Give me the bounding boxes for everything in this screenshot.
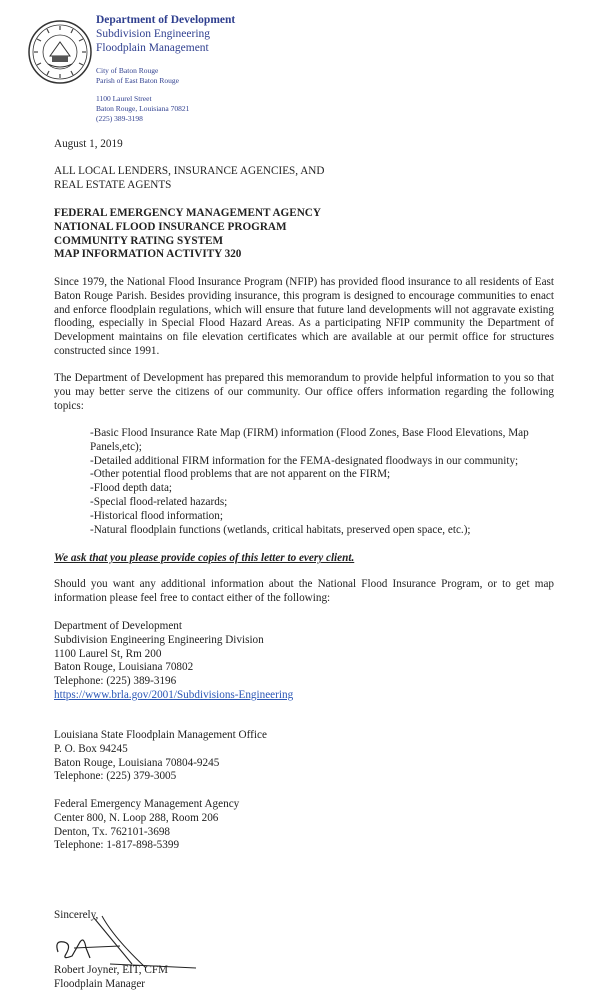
contact-line: 1100 Laurel St, Rm 200 [54, 647, 162, 660]
topic-item: -Historical flood information; [90, 509, 223, 522]
subject-line: NATIONAL FLOOD INSURANCE PROGRAM [54, 220, 287, 233]
letterhead-jurisdiction [96, 66, 179, 86]
contact-line: P. O. Box 94245 [54, 742, 128, 755]
city-parish-seal [28, 20, 92, 84]
topic-item: -Basic Flood Insurance Rate Map (FIRM) information (Flood Zones, Base Flood Elevations, Map Panels,etc); [90, 427, 529, 453]
department-name: Department of Development [96, 14, 236, 26]
topic-item: -Detailed additional FIRM information for the FEMA-designated floodways in our community; [90, 454, 519, 467]
contact-block-state-floodplain [54, 729, 267, 784]
contact-line: Federal Emergency Management Agency [54, 798, 240, 810]
paragraph-nfip-intro: Since 1979, the National Flood Insurance Program (NFIP) has provided flood insurance to all residents of East Baton Rouge Parish. Besides providing insurance, this program is designed to encourage communities to enact and enforce floodplain regulations, which will ensure that future land developments will not aggravate existing flooding, especially in Special Flood Hazard Areas. As a participating NFIP community the Department of Development maintains on file elevation certificates which are available at our permit office for structures constructed since 1991. [54, 276, 554, 357]
letterhead-phone: (225) 389-3198 [96, 114, 143, 123]
signer-name: Robert Joyner, EIT, CFM [54, 964, 169, 976]
letter-date: August 1, 2019 [54, 138, 123, 150]
subject-block [54, 207, 321, 262]
contact-line: Subdivision Engineering Engineering Division [54, 633, 264, 646]
division-name: Subdivision Engineering [96, 28, 211, 40]
city-name: City of Baton Rouge [96, 66, 159, 75]
topic-item: -Other potential flood problems that are not apparent on the FIRM; [90, 468, 391, 481]
contact-line: Telephone: (225) 389-3196 [54, 675, 177, 688]
recipient-line: ALL LOCAL LENDERS, INSURANCE AGENCIES, AND [54, 165, 325, 177]
paragraph-memo-purpose: The Department of Development has prepared this memorandum to provide helpful information to you so that you may better serve the citizens of our community. Our office offers information regarding the following topics: [54, 372, 554, 412]
topic-item: -Natural floodplain functions (wetlands, critical habitats, preserved open space, etc.); [90, 523, 471, 536]
emphasis-request: We ask that you please provide copies of this letter to every client. [54, 552, 355, 564]
subject-line: MAP INFORMATION ACTIVITY 320 [54, 248, 242, 261]
topics-list [90, 427, 554, 537]
contact-line: Baton Rouge, Louisiana 70802 [54, 661, 194, 674]
topic-item: -Special flood-related hazards; [90, 495, 228, 508]
paragraph-contact-intro: Should you want any additional information about the National Flood Insurance Program, or to get map information please feel free to contact either of the following: [54, 578, 554, 604]
recipients [54, 165, 324, 193]
contact-line: Center 800, N. Loop 288, Room 206 [54, 811, 219, 824]
street-address: 1100 Laurel Street [96, 94, 152, 103]
contact-line: Denton, Tx. 762101-3698 [54, 825, 171, 838]
signer-block [54, 964, 168, 992]
signer-title: Floodplain Manager [54, 977, 146, 990]
subject-line: FEDERAL EMERGENCY MANAGEMENT AGENCY [54, 207, 321, 219]
parish-name: Parish of East Baton Rouge [96, 76, 179, 85]
contact-block-fema [54, 798, 239, 853]
contact-block-dept-development [54, 620, 293, 703]
subdivisions-engineering-link[interactable]: https://www.brla.gov/2001/Subdivisions-Engineering [54, 688, 294, 701]
subject-line: COMMUNITY RATING SYSTEM [54, 234, 224, 247]
closing: Sincerely, [54, 909, 99, 921]
contact-line: Department of Development [54, 620, 182, 632]
contact-line: Louisiana State Floodplain Management Office [54, 729, 267, 741]
topic-item: -Flood depth data; [90, 482, 173, 495]
recipient-line: REAL ESTATE AGENTS [54, 178, 172, 191]
contact-line: Telephone: 1-817-898-5399 [54, 839, 180, 852]
contact-line: Telephone: (225) 379-3005 [54, 770, 177, 783]
letterhead-address [96, 94, 189, 124]
contact-line: Baton Rouge, Louisiana 70804-9245 [54, 756, 220, 769]
city-state-zip: Baton Rouge, Louisiana 70821 [96, 104, 190, 113]
division-name-2: Floodplain Management [96, 42, 209, 54]
